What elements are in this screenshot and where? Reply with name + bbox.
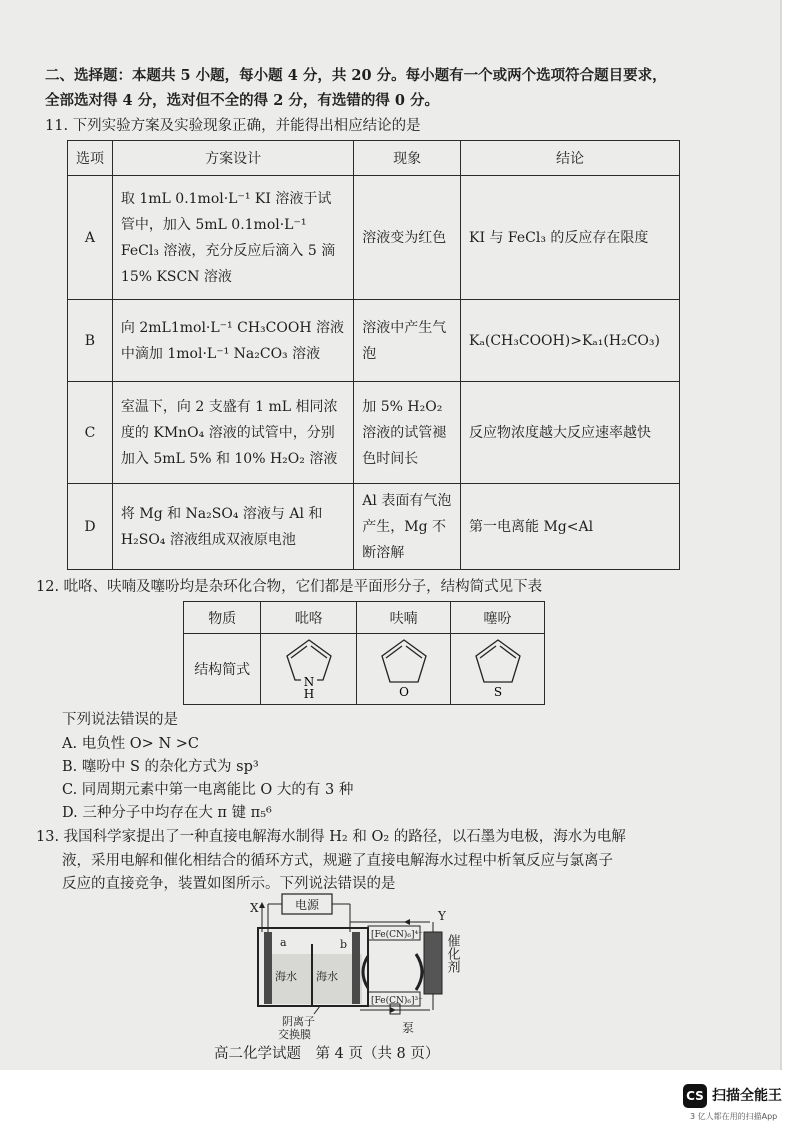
electrode-a-label: a <box>280 936 287 949</box>
pyrrole-h-atom: H <box>303 687 315 700</box>
thiophene-ring <box>458 634 538 700</box>
q11-stem: 11. 下列实验方案及实验现象正确，并能得出相应结论的是 <box>45 118 421 134</box>
page-footer: 高二化学试题 第 4 页（共 8 页） <box>214 1046 440 1062</box>
camscanner-logo-icon: CS <box>683 1084 707 1108</box>
catalyst-label: 催化剂 <box>444 934 460 973</box>
x-label: X <box>250 901 259 915</box>
option-label: D <box>68 484 113 570</box>
table-row <box>68 300 680 382</box>
power-label: 电源 <box>294 898 320 912</box>
q12-stem: 12. 吡咯、呋喃及噻吩均是杂环化合物，它们都是平面形分子，结构简式见下表 <box>36 579 543 595</box>
furan-structure <box>357 634 451 705</box>
design-cell: 室温下，向 2 支盛有 1 mL 相同浓度的 KMnO₄ 溶液的试管中，分别加入 5mL 5% 和 10% H₂O₂ 溶液 <box>112 382 353 484</box>
phenomenon-cell: 加 5% H₂O₂ 溶液的试管褪色时间长 <box>354 382 461 484</box>
pyrrole-n-atom: N <box>303 675 315 689</box>
pump-label: 泵 <box>402 1021 415 1035</box>
ferricyanide-label: [Fe(CN)₆]³⁻ <box>371 996 423 1006</box>
phenomenon-cell: 溶液变为红色 <box>354 176 461 300</box>
thiophene-s-atom: S <box>493 685 502 699</box>
thiophene-structure <box>451 634 545 705</box>
section-instruction-line1: 二、选择题：本题共 5 小题，每小题 4 分，共 20 分。每小题有一个或两个选项符合题目要求， <box>45 67 667 84</box>
design-cell: 取 1mL 0.1mol·L⁻¹ KI 溶液于试管中，加入 5mL 0.1mol·L⁻¹ FeCl₃ 溶液，充分反应后滴入 5 滴 15% KSCN 溶液 <box>112 176 353 300</box>
ferrocyanide-label: [Fe(CN)₆]⁴⁻ <box>371 930 423 940</box>
conclusion-cell: KI 与 FeCl₃ 的反应存在限度 <box>461 176 680 300</box>
conclusion-cell: 反应物浓度越大反应速率越快 <box>461 382 680 484</box>
conclusion-cell: Kₐ(CH₃COOH)>Kₐ₁(H₂CO₃) <box>461 300 680 382</box>
phenomenon-cell: Al 表面有气泡产生，Mg 不断溶解 <box>354 484 461 570</box>
design-cell: 向 2mL1mol·L⁻¹ CH₃COOH 溶液中滴加 1mol·L⁻¹ Na₂CO₃ 溶液 <box>112 300 353 382</box>
q11-header-design: 方案设计 <box>112 141 353 176</box>
q11-header-conclusion: 结论 <box>461 141 680 176</box>
table-row <box>68 176 680 300</box>
name-thiophene: 噻吩 <box>451 602 545 634</box>
q12-prompt: 下列说法错误的是 <box>62 712 178 728</box>
name-pyrrole: 吡咯 <box>261 602 357 634</box>
q13-line3: 反应的直接竞争，装置如图所示。下列说法错误的是 <box>62 876 396 892</box>
membrane-label-2: 交换膜 <box>278 1028 311 1041</box>
section-instruction-line2: 全部选对得 4 分，选对但不全的得 2 分，有选错的得 0 分。 <box>45 92 440 109</box>
furan-o-atom: O <box>398 685 409 699</box>
y-label: Y <box>438 909 446 923</box>
table-row <box>68 484 680 570</box>
q13-line1: 13. 我国科学家提出了一种直接电解海水制得 H₂ 和 O₂ 的路径，以石墨为电极，海水为电解 <box>36 829 626 845</box>
option-label: A <box>68 176 113 300</box>
camscanner-name: 扫描全能王 <box>712 1088 782 1104</box>
membrane-label-1: 阴离子 <box>282 1015 315 1028</box>
seawater-right: 海水 <box>316 970 338 983</box>
camscanner-tagline: 3 亿人都在用的扫描App <box>690 1112 778 1121</box>
conclusion-cell: 第一电离能 Mg<Al <box>461 484 680 570</box>
electrolysis-diagram <box>240 892 480 1042</box>
q11-table <box>67 140 680 570</box>
design-cell: 将 Mg 和 Na₂SO₄ 溶液与 Al 和 H₂SO₄ 溶液组成双液原电池 <box>112 484 353 570</box>
option-label: B <box>68 300 113 382</box>
pyrrole-ring <box>269 634 349 700</box>
seawater-left: 海水 <box>275 970 297 983</box>
furan-ring <box>364 634 444 700</box>
q12-option-c: C. 同周期元素中第一电离能比 O 大的有 3 种 <box>62 782 354 798</box>
option-label: C <box>68 382 113 484</box>
q12-option-b: B. 噻吩中 S 的杂化方式为 sp³ <box>62 759 259 775</box>
phenomenon-cell: 溶液中产生气泡 <box>354 300 461 382</box>
q12-structure-table <box>183 601 545 705</box>
q11-header-phenomenon: 现象 <box>354 141 461 176</box>
header-substance: 物质 <box>184 602 261 634</box>
q12-option-a: A. 电负性 O> N >C <box>62 736 199 752</box>
electrode-b-label: b <box>340 938 348 951</box>
q11-header-option: 选项 <box>68 141 113 176</box>
table-row <box>68 382 680 484</box>
name-furan: 呋喃 <box>357 602 451 634</box>
header-structure: 结构简式 <box>184 634 261 705</box>
q13-line2: 液，采用电解和催化相结合的循环方式，规避了直接电解海水过程中析氧反应与氯离子 <box>62 853 613 869</box>
q12-option-d: D. 三种分子中均存在大 π 键 π₅⁶ <box>62 805 272 821</box>
pyrrole-structure <box>261 634 357 705</box>
